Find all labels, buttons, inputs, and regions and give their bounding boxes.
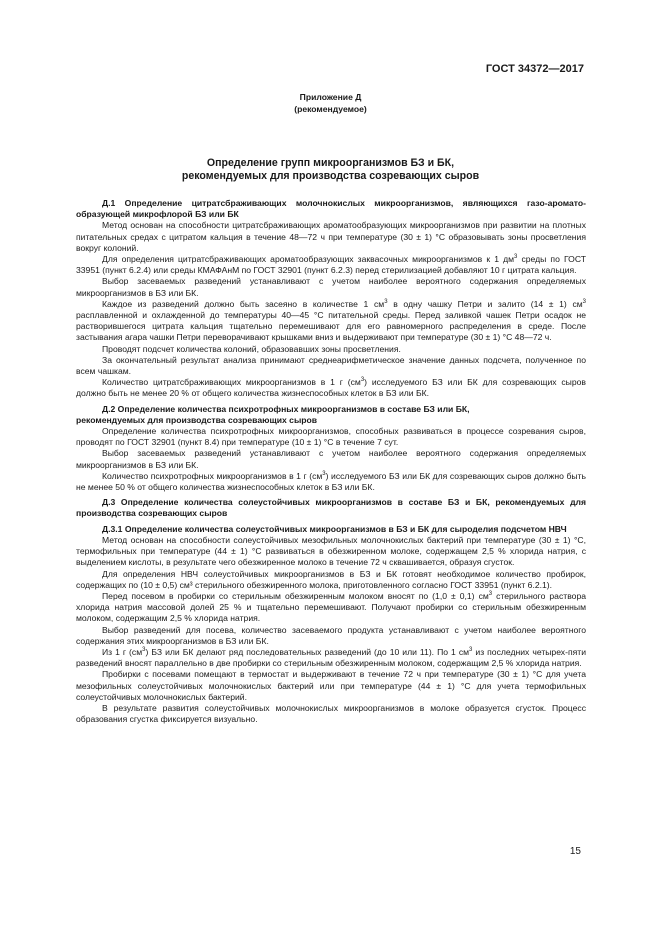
paragraph: Выбор засеваемых разведений устанавливают с учетом наиболее вероятного содержания определяемых микроорганизмов в БЗ или БК. [76, 448, 586, 470]
appendix-heading [0, 91, 661, 115]
section-d3-1-heading: Д.3.1 Определение количества солеустойчивых микроорганизмов в БЗ и БК для сыроделия подсчетом НВЧ [102, 523, 567, 534]
paragraph: Пробирки с посевами помещают в термостат и выдерживают в течение 72 ч при температуре (30 ± 1) °С для учета мезофильных солеустойчивых молочнокислых бактерий или при температуре (44 ± 1) °С для учета термофильных солеустойчивых молочнокислых бактерий. [76, 669, 586, 702]
paragraph: Каждое из разведений должно быть засеяно в количестве 1 $см^3$ в одну чашку Петри и залито (14 ± 1) $см^3$ расплавленной и охлажденной до температуры 40—45 °С питательной среды. Перед заливкой чашек Петри осадок не растворившегося цитрата кальция тщательно перемешивают для его равномерного распределения в среде. После застывания агара чашки Петри переворачивают крышками вниз и выдерживают при температуре (30 ± 1) °С 48—72 ч. [76, 298, 586, 343]
section-d3-heading: Д.3 Определение количества солеустойчивых микроорганизмов в составе БЗ и БК, рекомендуемых для производства созревающих сыров [76, 497, 586, 519]
paragraph: Из 1 г $(см^3)$ БЗ или БК делают ряд последовательных разведений (до 10 или 11). По 1 $см^3$ из последних четырех-пяти разведений вносят параллельно в две пробирки со стерильным обезжиренным молоком, содержащим 2,5 % хлорида натрия. [76, 646, 586, 669]
paragraph: Для определения НВЧ солеустойчивых микроорганизмов в БЗ и БК готовят необходимое количество пробирок, содержащих по (10 ± 0,5) см³ стерильного обезжиренного молока, приготовленного согласно ГОСТ 33951 (пункт 6.2.1). [76, 568, 586, 590]
paragraph: Количество цитратсбраживающих микроорганизмов в 1 г $(см^3)$ исследуемого БЗ или БК для созревающих сыров должно быть не менее 20 % от общего количества жизнеспособных клеток в БЗ или БК. [76, 377, 586, 399]
paragraph: Выбор разведений для посева, количество засеваемого продукта устанавливают с учетом наиболее вероятного содержания этих микроорганизмов в БЗ или БК. [76, 624, 586, 646]
paragraph: Метод основан на способности цитратсбраживающих ароматообразующих микроорганизмов при развитии на плотных питательных средах с цитратом кальция в течение 48—72 ч при температуре (30 ± 1) °С образовывать зоны просветления вокруг колоний. [76, 220, 586, 253]
paragraph: В результате развития солеустойчивых молочнокислых микроорганизмов в молоке образуется сгусток. Процесс образования сгустка фиксируется визуально. [76, 702, 586, 725]
appendix-subtitle: (рекомендуемое) [294, 104, 367, 114]
paragraph: За окончательный результат анализа принимают среднеарифметическое значение данных подсчета, полученное по всем чашкам. [76, 354, 586, 377]
section-d1-heading: Д.1 Определение цитратсбраживающих молочнокислых микроорганизмов, являющихся газо-аромато-образующей микрофлорой БЗ или БК [76, 198, 586, 220]
paragraph: Выбор засеваемых разведений устанавливают с учетом наиболее вероятного содержания определяемых микроорганизмов в БЗ или БК. [76, 276, 586, 298]
paragraph: Проводят подсчет количества колоний, образовавших зоны просветления. [102, 343, 401, 354]
paragraph: Перед посевом в пробирки со стерильным обезжиренным молоком вносят по (1,0 ± 0,1) $см^3$ стерильного раствора хлорида натрия массовой долей 25 % и тщательно перемешивают. Получают пробирки со стерильным обезжиренным молоком, содержащим 2,5 % хлорида натрия. [76, 590, 586, 624]
paragraph: Для определения цитратсбраживающих ароматообразующих заквасочных микроорганизмов к 1 $дм^3$ среды по ГОСТ 33951 (пункт 6.2.4) или среды КМАФАнМ по ГОСТ 32901 (пункт 6.2.3) перед стерилизацией добавляют 10 г цитрата кальция. [76, 254, 586, 276]
standard-code: ГОСТ 34372—2017 [485, 63, 584, 75]
paragraph: Количество психротрофных микроорганизмов в 1 г $(см^3)$ исследуемого БЗ или БК для созревающих сыров должно быть не менее 50 % от общего количества жизнеспособных клеток в БЗ или БК. [76, 470, 586, 493]
section-d2-heading: Д.2 Определение количества психротрофных микроорганизмов в составе БЗ или БК, рекомендуемых для производства созревающих сыров [76, 403, 470, 425]
document-body [76, 198, 586, 725]
appendix-title: Приложение Д [299, 92, 362, 102]
paragraph: Определение количества психротрофных микроорганизмов, способных развиваться в процессе созревания сыров, проводят по ГОСТ 32901 (пункт 8.4) при температуре (10 ± 1) °С в течение 7 сут. [76, 426, 586, 448]
paragraph: Метод основан на способности солеустойчивых мезофильных молочнокислых бактерий при температуре (30 ± 1) °С, термофильных при температуре (44 ± 1) °С развиваться в обезжиренном молоке, содержащем 2,5 % хлорида натрия, с выделением кислоты, в результате чего обезжиренное молоко в течение 72 ч сквашивается, образуя сгусток. [76, 534, 586, 568]
page-title-line1: Определение групп микроорганизмов БЗ и БК, [206, 157, 455, 169]
page-number: 15 [569, 846, 581, 857]
page-title [0, 157, 661, 183]
page-title-line2: рекомендуемых для производства созревающих сыров [181, 170, 480, 182]
